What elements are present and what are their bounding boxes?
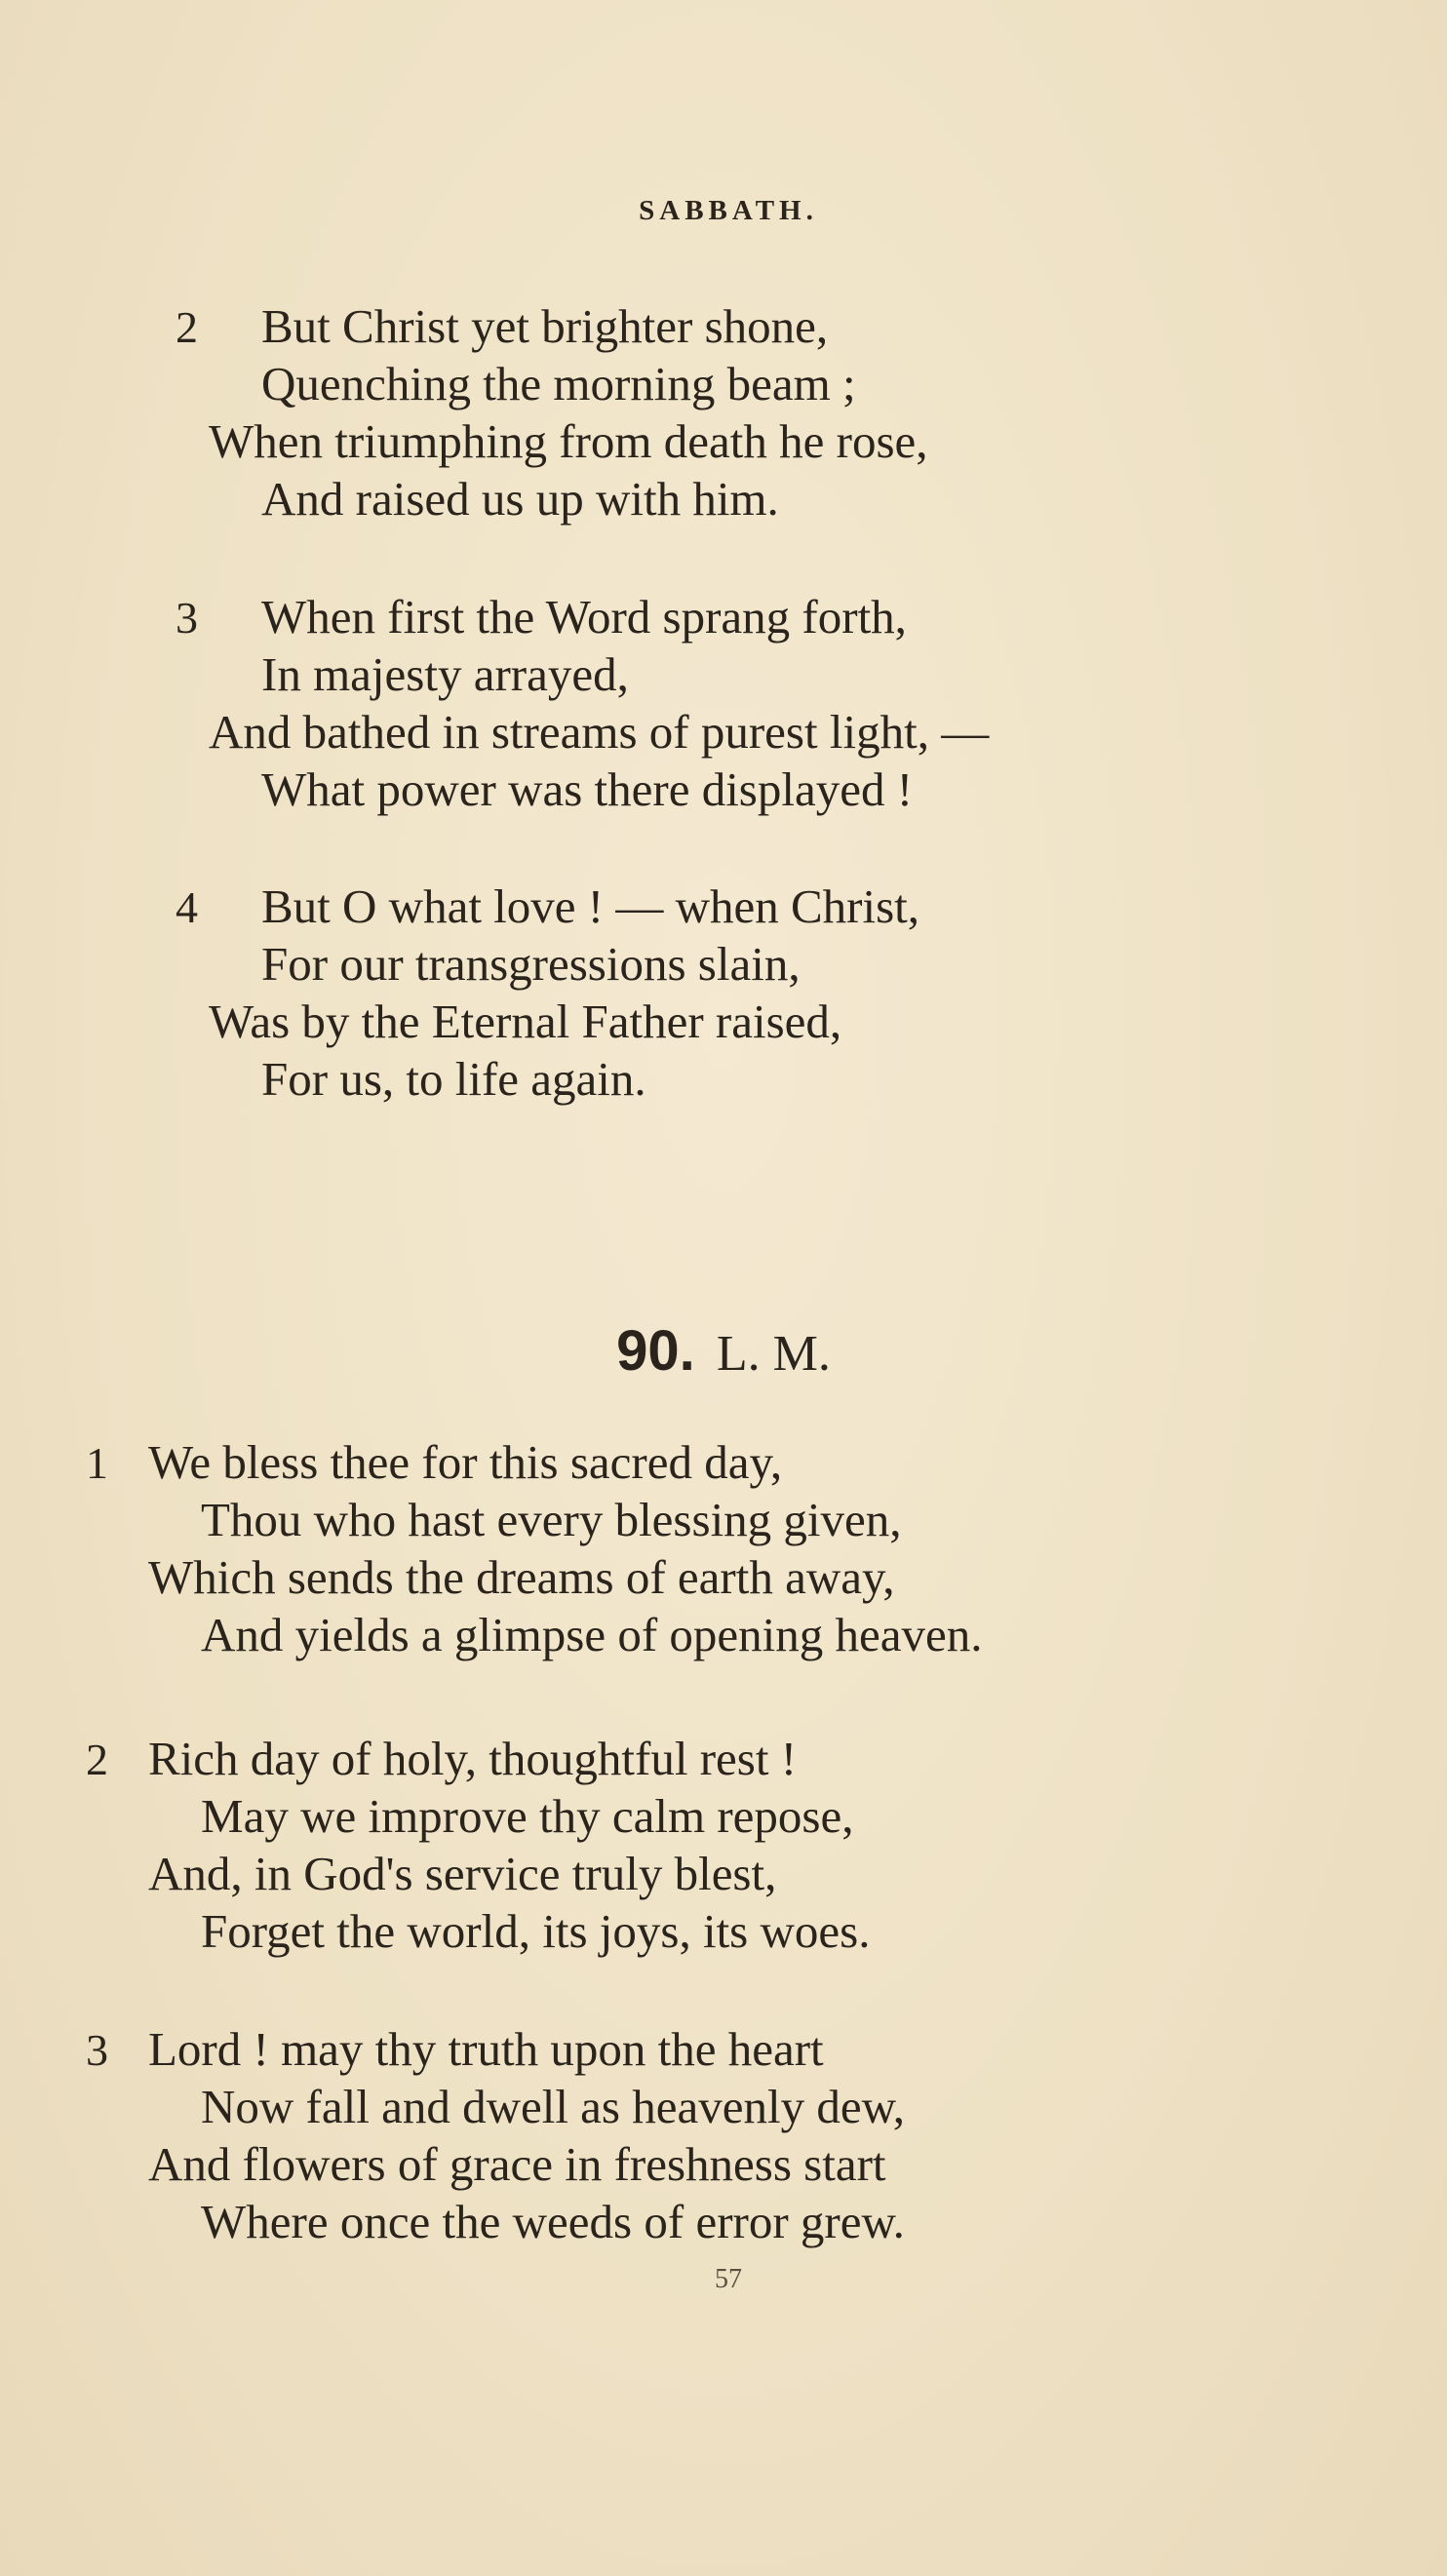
verse-line: And raised us up with him.	[261, 472, 779, 526]
verse-line: When first the Word sprang forth,	[261, 590, 907, 644]
stanza-number: 3	[86, 2025, 108, 2075]
verse-line: And bathed in streams of purest light, —	[209, 705, 990, 759]
verse-line: And, in God's service truly blest,	[148, 1847, 777, 1900]
stanza-number: 2	[176, 302, 198, 352]
verse-line: When triumphing from death he rose,	[209, 414, 928, 468]
verse-line: Thou who hast every blessing given,	[201, 1493, 902, 1546]
verse-line: In majesty arrayed,	[261, 647, 629, 701]
verse-line: Rich day of holy, thoughtful rest !	[148, 1732, 798, 1785]
verse-line: Quenching the morning beam ;	[261, 357, 856, 410]
hymn-number: 90.	[616, 1319, 695, 1383]
hymn-meter: L. M.	[716, 1326, 831, 1382]
verse-line: Was by the Eternal Father raised,	[209, 995, 842, 1048]
verse-line: But O what love ! — when Christ,	[261, 879, 920, 933]
verse-line: What power was there displayed !	[261, 762, 914, 816]
stanza-number: 1	[86, 1438, 108, 1488]
verse-line: Which sends the dreams of earth away,	[148, 1550, 895, 1604]
hymn-heading	[0, 1318, 1447, 1384]
stanza-number: 3	[176, 593, 198, 643]
stanza-number: 4	[176, 882, 198, 932]
verse-line: And yields a glimpse of opening heaven.	[201, 1608, 983, 1661]
verse-line: For our transgressions slain,	[261, 937, 801, 991]
verse-line: Forget the world, its joys, its woes.	[201, 1904, 871, 1958]
verse-line: For us, to life again.	[261, 1052, 646, 1106]
verse-line: And flowers of grace in freshness start	[148, 2137, 886, 2191]
verse-line: May we improve thy calm repose,	[201, 1789, 854, 1843]
page-number: 57	[715, 2264, 742, 2294]
verse-line: But Christ yet brighter shone,	[261, 299, 829, 353]
verse-line: Where once the weeds of error grew.	[201, 2195, 905, 2248]
verse-line: Now fall and dwell as heavenly dew,	[201, 2080, 906, 2133]
verse-line: Lord ! may thy truth upon the heart	[148, 2022, 824, 2076]
stanza-number: 2	[86, 1735, 108, 1784]
running-head: SABBATH.	[639, 195, 818, 226]
verse-line: We bless thee for this sacred day,	[148, 1435, 783, 1489]
